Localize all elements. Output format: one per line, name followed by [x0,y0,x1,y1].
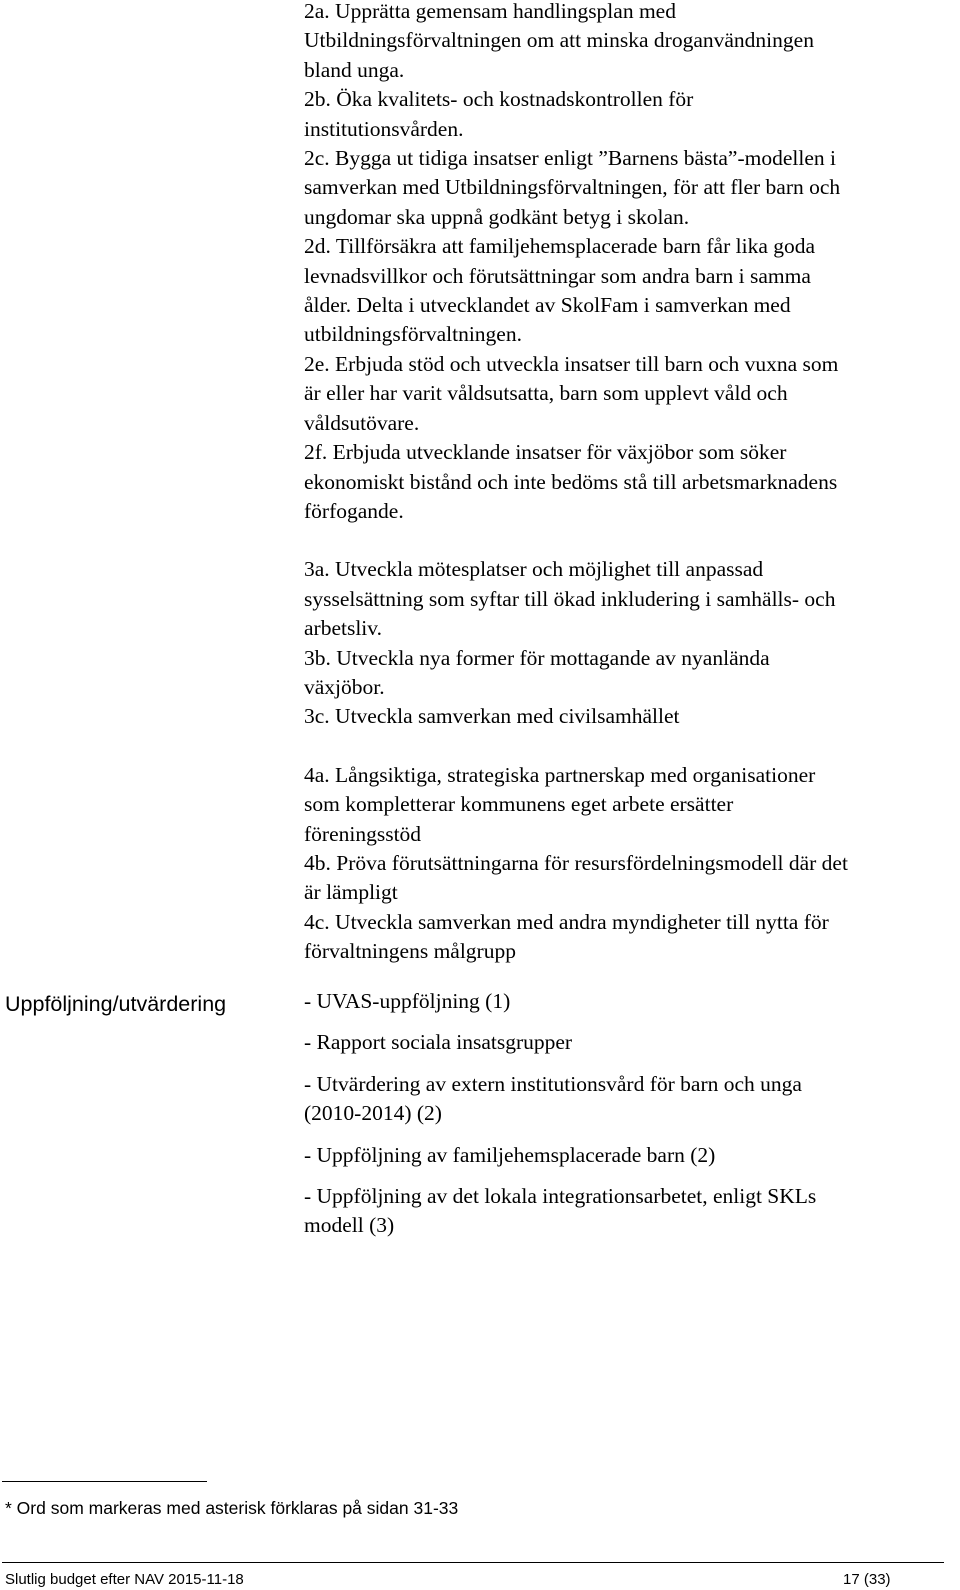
footer-page-number: 17 (33) [843,1571,891,1588]
followup-item: - UVAS-uppföljning (1) [304,989,511,1013]
goal-group-4 [304,761,954,967]
goal-item: 2e. Erbjuda stöd och utveckla insatser till barn och vuxna som är eller har varit våldsutsatta, barn som upplevt våld och våldsutövare. [304,351,839,435]
followup-item: - Utvärdering av extern institutionsvård för barn och unga (2010-2014) (2) [304,1071,802,1126]
goal-item: 2c. Bygga ut tidiga insatser enligt ”Barnens bästa”-modellen i samverkan med Utbildningsförvaltningen, för att fler barn och ungdomar ska uppnå godkänt betyg i skolan. [304,146,841,229]
goal-item: 4a. Långsiktiga, strategiska partnerskap med organisationer som kompletterar kommunens eget arbete ersätter föreningsstöd [304,762,816,846]
followup-heading: Uppföljning/utvärdering [5,992,227,1016]
followup-list [304,987,954,1253]
goal-item: 2d. Tillförsäkra att familjehemsplacerade barn får lika goda levnadsvillkor och förutsättningar som andra barn i samma ålder. Delta i utvecklandet av SkolFam i samverkan med utbildningsförvaltningen. [304,234,816,347]
goal-item: 2b. Öka kvalitets- och kostnadskontrollen för institutionsvården. [304,87,694,141]
footer-document-title: Slutlig budget efter NAV 2015-11-18 [5,1571,244,1588]
followup-item: - Rapport sociala insatsgrupper [304,1030,573,1055]
followup-item: - Uppföljning av familjehemsplacerade barn (2) [304,1142,716,1167]
followup-item: - Uppföljning av det lokala integrationsarbetet, enligt SKLs modell (3) [304,1184,817,1238]
footer-divider [2,1562,944,1563]
goal-group-3 [304,555,954,731]
goal-item: 4b. Pröva förutsättningarna för resursfördelningsmodell där det är lämpligt [304,850,848,905]
goal-item: 4c. Utveckla samverkan med andra myndigheter till nytta för förvaltningens målgrupp [304,909,829,964]
footnote-divider [2,1481,207,1482]
goal-item: 3c. Utveckla samverkan med civilsamhället [304,704,680,729]
goal-item: 2f. Erbjuda utvecklande insatser för växjöbor som söker ekonomiskt bistånd och inte bedöms stå till arbetsmarknadens förfogande. [304,440,838,523]
goal-item: 3b. Utveckla nya former för mottagande av nyanlända växjöbor. [304,645,770,699]
goal-item: 2a. Upprätta gemensam handlingsplan med Utbildningsförvaltningen om att minska droganvändningen bland unga. [304,0,814,82]
goal-group-2 [304,0,954,526]
footnote: * Ord som markeras med asterisk förklaras på sidan 31-33 [5,1498,459,1518]
goal-item: 3a. Utveckla mötesplatser och möjlighet till anpassad sysselsättning som syftar till ökad inkludering i samhälls- och arbetsliv. [304,557,836,641]
goals-list [304,0,954,967]
